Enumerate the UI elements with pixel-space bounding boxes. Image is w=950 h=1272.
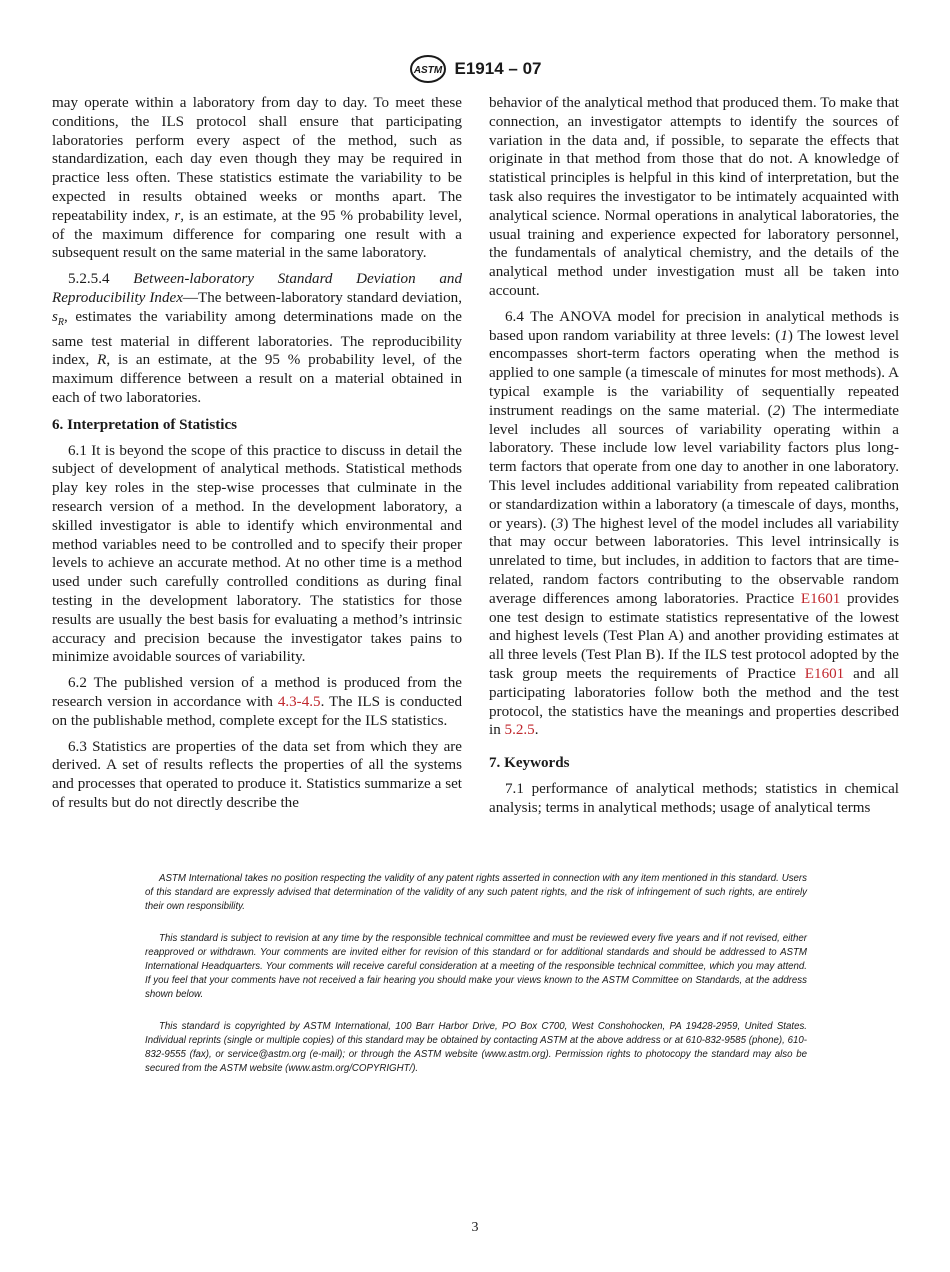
page-header — [0, 54, 950, 84]
paragraph-6-4: 6.4 The ANOVA model for precision in analytical methods is based upon random variability at three levels: (1) The lowest level encompasses short-term factors operating when the method is applied to one sample (a timescale of minutes for most methods). A typical example is the variability of sequentially repeated instrument readings on the same material. (2) The intermediate level includes all sources of variability operating within a laboratory. These include low level variability factors plus long-term factors that operate from one day to another in one laboratory. This level includes additional variability from repeated calibration or standardization within a laboratory (a timescale of days, months, or years). (3) The highest level of the model includes all variability that may occur between laboratories. This level intrinsically is unrelated to time, but includes, in addition to factors that are time-related, random factors contributing to the observable random average differences among laboratories. Practice E1601 provides one test design to estimate statistics representative of the lowest and highest levels (Test Plan A) and another providing estimates at all three levels (Test Plan B). If the ILS test protocol adopted by the task group meets the requirements of Practice E1601 and all participating laboratories follow both the method and the test protocol, the statistics have the meanings and properties described in 5.2.5. — [489, 308, 900, 739]
link-e1601[interactable]: E1601 — [800, 590, 841, 607]
paragraph-6-3-continued: behavior of the analytical method that produced them. To make that connection, an investigator attempts to identify the sources of variation in the data and, if possible, to separate the effects that originate in that method from those that do not. A knowledge of statistical principles is helpful in this kind of interpretation, but the task also requires the investigator to be intimately acquainted with analytical science. Normal operations in analytical laboratories, the usual training and experience expected for laboratory personnel, the fundamentals of analytical chemistry, and the details of the analytical method under investigation must all be taken into account. — [489, 95, 899, 299]
right-column — [489, 94, 899, 824]
legal-notices — [145, 872, 807, 1094]
link-4-3-4-5[interactable]: 4.3-4.5 — [277, 693, 321, 710]
copyright-notice: This standard is copyrighted by ASTM International, 100 Barr Harbor Drive, PO Box C700, West Conshohocken, PA 19428-2959, United States. Individual reprints (single or multiple copies) of this standard may be obtained by contacting ASTM at the above address or at 610-832-9585 (phone), 610-832-9555 (fax), or service@astm.org (e-mail); or through the ASTM website (www.astm.org). Permission rights to photocopy the standard may also be secured from the ASTM website (www.astm.org/COPYRIGHT/). — [145, 1021, 807, 1074]
link-e1601[interactable]: E1601 — [804, 665, 845, 682]
paragraph-repeatability: may operate within a laboratory from day to day. To meet these conditions, the ILS protocol shall ensure that participating laboratories perform every aspect of the method, such as standardization, each day even though they may be required in practice less often. These statistics estimate the variability to be expected in results obtained weeks or months apart. The repeatability index, r, is an estimate, at the 95 % probability level, of the maximum difference for comparing one result with a subsequent result on the same material in the same laboratory. — [52, 95, 462, 262]
paragraph-6-3: 6.3 Statistics are properties of the data set from which they are derived. A set of results reflects the properties of all the systems and processes that operated to produce it. Statistics summarize a set of results but do not directly describe the — [52, 738, 462, 811]
standard-designation: E1914 – 07 — [454, 59, 542, 78]
paragraph-5-2-5-4: 5.2.5.4 Between-laboratory Standard Deviation and Reproducibility Index—The between-laboratory standard deviation, $s_R$, estimates the variability among determinations made on the same test material in different laboratories. The reproducibility index, R, is an estimate, at the 95 % probability level, of the maximum difference between a result on a material obtained in each of two laboratories. — [52, 271, 462, 406]
revision-notice: This standard is subject to revision at any time by the responsible technical committee and must be reviewed every five years and if not revised, either reapproved or withdrawn. Your comments are invited either for revision of this standard or for additional standards and should be addressed to ASTM International Headquarters. Your comments will receive careful consideration at a meeting of the responsible technical committee, which you may attend. If you feel that your comments have not received a fair hearing you should make your views known to the ASTM Committee on Standards, at the address shown below. — [145, 933, 807, 1000]
patent-notice: ASTM International takes no position respecting the validity of any patent rights asserted in connection with any item mentioned in this standard. Users of this standard are expressly advised that determination of the validity of any such patent rights, and the risk of infringement of such rights, are entirely their own responsibility. — [145, 873, 807, 912]
paragraph-6-1: 6.1 It is beyond the scope of this practice to discuss in detail the subject of development of analytical methods. Statistical methods play key roles in the step-wise processes that culminate in the research version of a method. In the development laboratory, a skilled investigator is able to identify which environmental and method variables need to be controlled and to specify their proper levels to achieve an accurate method. At no other time is a method used under such carefully controlled conditions as during final testing in the development laboratory. The statistics for those results are usually the best basis for evaluating a method’s intrinsic accuracy and precision because the investigator takes pains to minimize avoidable sources of variability. — [52, 442, 462, 666]
astm-logo-icon — [409, 54, 447, 84]
paragraph-7-1: 7.1 performance of analytical methods; statistics in chemical analysis; terms in analytical methods; usage of analytical terms — [489, 780, 899, 816]
page-number: 3 — [471, 1220, 479, 1235]
left-column — [52, 94, 462, 820]
paragraph-6-2: 6.2 The published version of a method is produced from the research version in accordance with 4.3-4.5. The ILS is conducted on the publishable method, complete except for the ILS statistics. — [52, 675, 463, 729]
link-5-2-5[interactable]: 5.2.5 — [504, 722, 535, 739]
section-heading-6: 6. Interpretation of Statistics — [52, 416, 238, 433]
svg-text:ASTM: ASTM — [413, 65, 442, 76]
section-heading-7: 7. Keywords — [489, 755, 570, 772]
